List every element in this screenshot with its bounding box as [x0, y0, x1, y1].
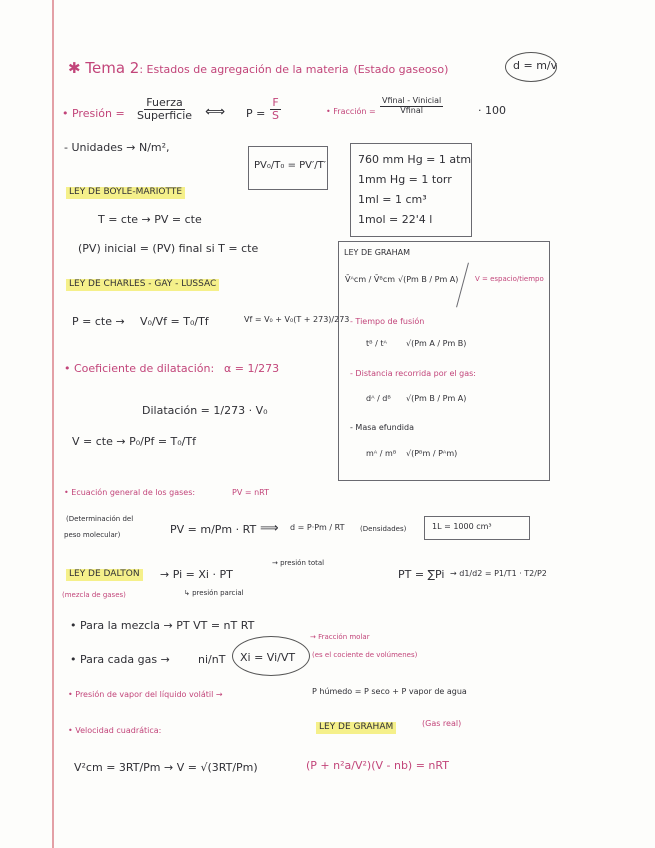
- graham-eq3-right: √(Pm B / Pm A): [406, 394, 467, 403]
- pm-label-2: peso molecular): [64, 531, 121, 539]
- graham-distancia-label: - Distancia recorrida por el gas:: [350, 369, 477, 378]
- cociente-volumenes: (es el cociente de volúmenes): [312, 651, 418, 659]
- title-main: Tema 2: [85, 59, 140, 77]
- dalton-mezcla: (mezcla de gases): [62, 591, 126, 599]
- presion-fraction: $\frac{\text{Fuerza}}{\text{Superficie}}$: [137, 96, 193, 123]
- pm-formula: PV = m/Pm · RT: [170, 523, 257, 536]
- coef-label: • Coeficiente de dilatación:: [64, 362, 215, 375]
- boyle-heading: LEY DE BOYLE-MARIOTTE: [66, 187, 185, 199]
- graham-masa-label: - Masa efundida: [350, 423, 415, 432]
- dalton-ratio: → d1/d2 = P1/T1 · T2/P2: [450, 569, 547, 578]
- title-paren: (Estado gaseoso): [353, 63, 449, 76]
- star-icon: ✱: [68, 59, 81, 77]
- graham-eq4-right: √(Pᴮm / Pᴬm): [406, 449, 458, 458]
- graham-eq4-left: mᴬ / mᴮ: [366, 449, 397, 458]
- vapor-label: • Presión de vapor del líquido volátil →: [68, 690, 223, 699]
- graham-eq2-left: tᴮ / tᴬ: [366, 339, 387, 348]
- vapor-formula: P húmedo = P seco + P vapor de agua: [312, 687, 467, 696]
- page-title: [68, 60, 448, 77]
- graham-heading: LEY DE GRAHAM: [344, 248, 410, 257]
- pm-arrow: ⟹: [260, 521, 279, 536]
- v-cte: V = cte → P₀/Pf = T₀/Tf: [72, 435, 196, 448]
- presion-arrow: ⟺: [205, 104, 226, 120]
- title-sub: : Estados de agregación de la materia: [139, 63, 349, 76]
- dalton-parcial: ↳ presión parcial: [184, 589, 244, 597]
- dalton-heading: LEY DE DALTON: [66, 569, 143, 581]
- dalton-sum: PT = ∑Pi: [398, 568, 445, 581]
- conversion-1: 760 mm Hg = 1 atm: [358, 153, 472, 166]
- pm-label-1: (Determinación del: [66, 515, 134, 523]
- pm-dens-label: (Densidades): [360, 525, 407, 533]
- fraccion-label: • Fracción =: [326, 107, 376, 116]
- density-formula: d = m/v: [513, 59, 558, 72]
- dalton-formula: → Pi = Xi · PT: [160, 568, 233, 581]
- fraccion-tail: · 100: [478, 104, 506, 117]
- dilatacion: Dilatación = 1/273 · V₀: [142, 404, 268, 417]
- charles-heading: LEY DE CHARLES - GAY - LUSSAC: [66, 279, 219, 291]
- presion-label: • Presión =: [62, 107, 125, 120]
- conversion-3: 1ml = 1 cm³: [358, 193, 427, 206]
- graham-eq1-right: √(Pm B / Pm A): [398, 275, 459, 284]
- charles-p-cte: P = cte →: [72, 315, 125, 328]
- pm-density: d = P·Pm / RT: [290, 523, 345, 532]
- van-der-waals-formula: (P + n²a/V²)(V - nb) = nRT: [306, 759, 449, 772]
- unidades-line: - Unidades → N/m²,: [64, 141, 170, 154]
- xi-formula: Xi = Vi/VT: [240, 651, 296, 664]
- graham-real-heading: LEY DE GRAHAM: [316, 722, 396, 734]
- velocidad-formula: V²cm = 3RT/Pm → V = √(3RT/Pm): [74, 761, 258, 774]
- liter-conversion: 1L = 1000 cm³: [432, 522, 492, 531]
- mezcla-line-1: • Para la mezcla → PT VT = nT RT: [70, 619, 255, 632]
- mezcla-frac: ni/nT: [198, 653, 226, 666]
- dalton-total: → presión total: [272, 559, 325, 567]
- fraccion-fraction: $\frac{\text{Vfinal - Vinicial}}{\text{Vfinal}}$: [382, 96, 442, 115]
- boyle-line-2: (PV) inicial = (PV) final si T = cte: [78, 242, 259, 255]
- graham-v-def: V = espacio/tiempo: [475, 275, 544, 283]
- presion-rhs: P =: [246, 107, 266, 120]
- graham-eq3-left: dᴬ / dᴮ: [366, 394, 391, 403]
- coef-value: α = 1/273: [224, 362, 280, 375]
- graham-tiempo-label: - Tiempo de fusión: [350, 317, 425, 326]
- ecuacion-formula: PV = nRT: [232, 488, 270, 497]
- ecuacion-label: • Ecuación general de los gases:: [64, 488, 196, 497]
- charles-vf: Vf = V₀ + V₀(T + 273)/273: [244, 315, 350, 324]
- presion-rhs-fraction: $\frac{F}{S}$: [272, 96, 279, 123]
- margin-line: [52, 0, 54, 848]
- boyle-line-1: T = cte → PV = cte: [98, 213, 202, 226]
- graham-eq2-right: √(Pm A / Pm B): [406, 339, 467, 348]
- graham-eq1-left: V̄ᴬcm / V̄ᴮcm: [345, 275, 396, 284]
- pvt-formula: PV₀/T₀ = PV′/T′: [254, 160, 327, 171]
- conversion-4: 1mol = 22'4 l: [358, 213, 433, 226]
- charles-ratio: V₀/Vf = T₀/Tf: [140, 315, 209, 328]
- velocidad-label: • Velocidad cuadrática:: [68, 726, 162, 735]
- conversion-2: 1mm Hg = 1 torr: [358, 173, 452, 186]
- mezcla-line-2: • Para cada gas →: [70, 653, 170, 666]
- fraccion-molar: → Fracción molar: [310, 633, 370, 641]
- graham-real-paren: (Gas real): [422, 719, 462, 728]
